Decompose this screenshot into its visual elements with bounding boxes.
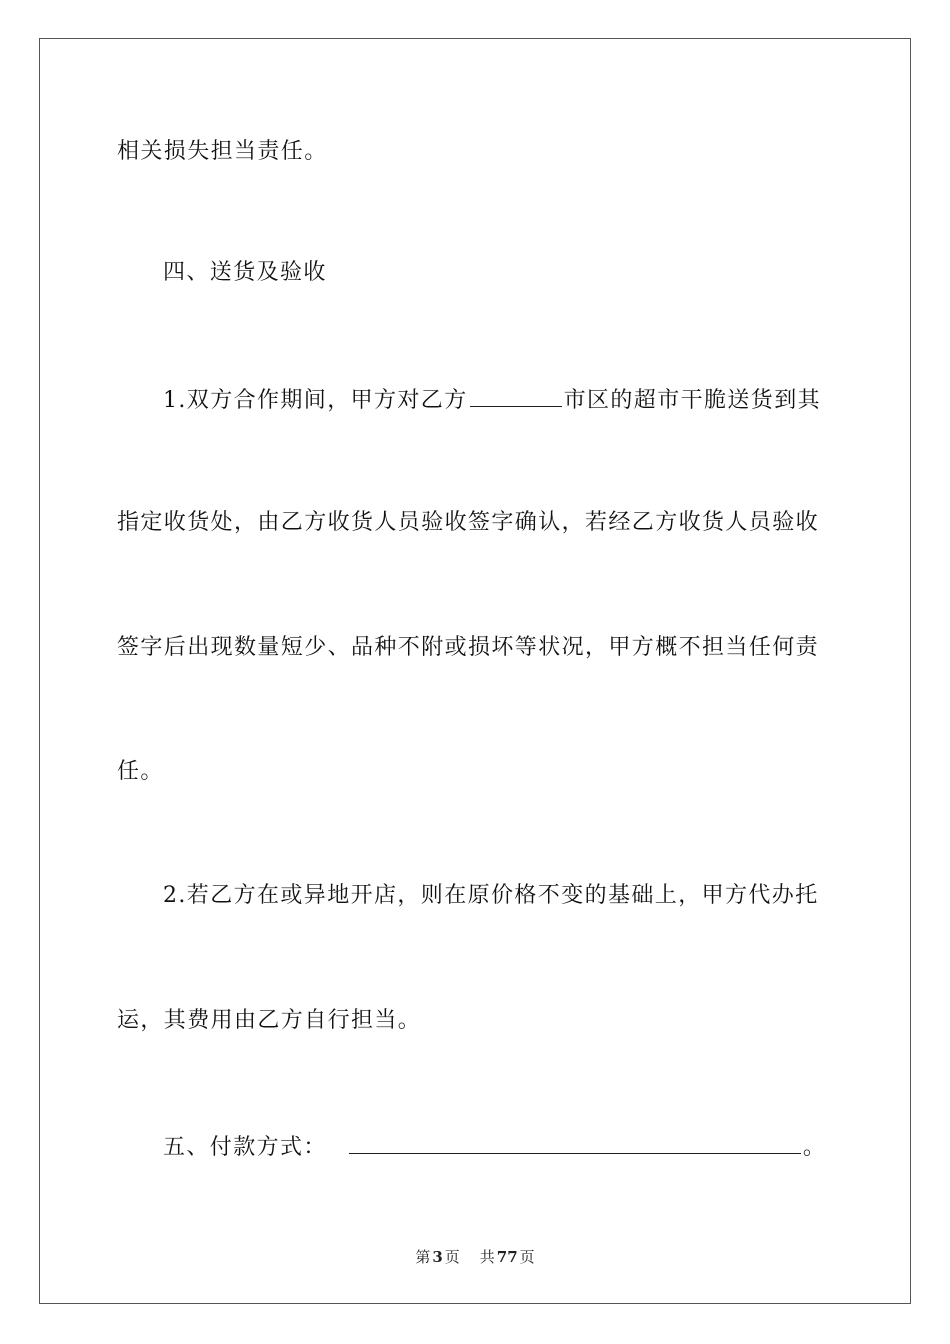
section-heading bbox=[163, 258, 327, 288]
text-line bbox=[117, 633, 819, 663]
fill-blank bbox=[349, 1131, 801, 1154]
current-page-number: 3 bbox=[432, 1248, 443, 1266]
page-frame bbox=[39, 38, 911, 1304]
page-suffix: 页 bbox=[444, 1248, 460, 1266]
text-line bbox=[117, 508, 819, 538]
text-line bbox=[163, 881, 819, 911]
text-segment: 1.双方合作期间，甲方对乙方 bbox=[163, 388, 468, 413]
text-line bbox=[117, 137, 328, 167]
fill-blank bbox=[470, 384, 562, 407]
text-segment: 四、送货及验收 bbox=[163, 260, 327, 285]
text-segment: 相关损失担当责任。 bbox=[117, 139, 328, 164]
section-heading bbox=[163, 1131, 826, 1163]
text-segment: 任。 bbox=[117, 759, 164, 784]
text-segment: 五、付款方式： bbox=[163, 1135, 327, 1160]
total-page-number: 77 bbox=[496, 1248, 518, 1266]
text-segment: 市区的超市干脆送货到其 bbox=[563, 388, 821, 413]
text-segment: 2.若乙方在或异地开店，则在原价格不变的基础上，甲方代办托 bbox=[163, 883, 819, 908]
text-segment: 。 bbox=[802, 1135, 827, 1160]
total-suffix: 页 bbox=[519, 1248, 535, 1266]
text-line bbox=[117, 757, 164, 787]
text-segment: 指定收货处，由乙方收货人员验收签字确认，若经乙方收货人员验收 bbox=[117, 510, 820, 535]
text-line bbox=[163, 384, 821, 416]
text-segment: 运，其费用由乙方自行担当。 bbox=[117, 1008, 422, 1033]
text-line bbox=[117, 1006, 421, 1036]
page-prefix: 第 bbox=[415, 1248, 431, 1266]
page-footer bbox=[0, 1247, 950, 1267]
text-segment: 签字后出现数量短少、品种不附或损坏等状况，甲方概不担当任何责 bbox=[117, 635, 820, 660]
total-prefix: 共 bbox=[479, 1248, 495, 1266]
